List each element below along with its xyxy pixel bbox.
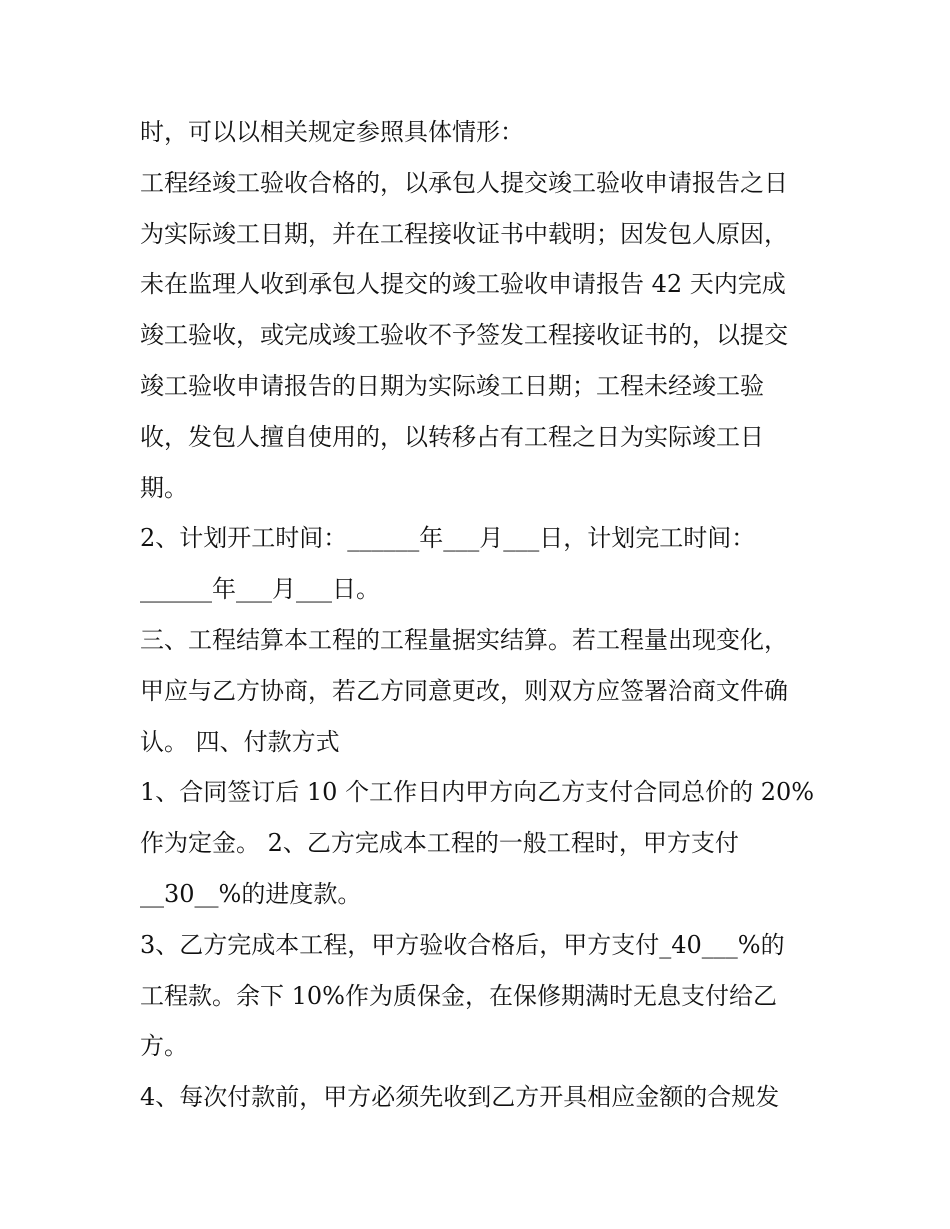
text-line: 期。 [140, 473, 188, 502]
payment-clause-line: 3、乙方完成本工程，甲方验收合格后，甲方支付_40___%的 [140, 930, 785, 959]
text-line: 为实际竣工日期，并在工程接收证书中载明；因发包人原因， [140, 219, 788, 248]
text-line: 竣工验收，或完成竣工验收不予签发工程接收证书的，以提交 [140, 321, 788, 350]
payment-clause-line: __30__%的进度款。 [140, 879, 362, 908]
text-line: 未在监理人收到承包人提交的竣工验收申请报告 42 天内完成 [140, 270, 786, 299]
payment-clause-line: 1、合同签订后 10 个工作日内甲方向乙方支付合同总价的 20% [140, 778, 815, 807]
section-settlement-line: 三、工程结算本工程的工程量据实结算。若工程量出现变化， [140, 625, 788, 654]
payment-clause-line: 作为定金。 2、乙方完成本工程的一般工程时，甲方支付 [140, 829, 739, 858]
payment-clause-line: 方。 [140, 1032, 188, 1061]
text-line: 竣工验收申请报告的日期为实际竣工日期；工程未经竣工验 [140, 371, 764, 400]
payment-clause-line: 工程款。余下 10%作为质保金，在保修期满时无息支付给乙 [140, 981, 777, 1010]
text-line: 工程经竣工验收合格的，以承包人提交竣工验收申请报告之日 [140, 168, 788, 197]
section-payment-heading: 认。 四、付款方式 [140, 727, 340, 756]
schedule-dates-line: 2、计划开工时间：______年___月___日，计划完工时间： [140, 524, 756, 553]
text-line: 甲应与乙方协商，若乙方同意更改，则双方应签署洽商文件确 [140, 676, 788, 705]
document-body [140, 107, 820, 1123]
text-line: 收，发包人擅自使用的，以转移占有工程之日为实际竣工日 [140, 422, 764, 451]
schedule-dates-line: ______年___月___日。 [140, 575, 380, 604]
text-line: 时，可以以相关规定参照具体情形： [140, 118, 524, 146]
payment-clause-line: 4、每次付款前，甲方必须先收到乙方开具相应金额的合规发 [140, 1083, 780, 1112]
